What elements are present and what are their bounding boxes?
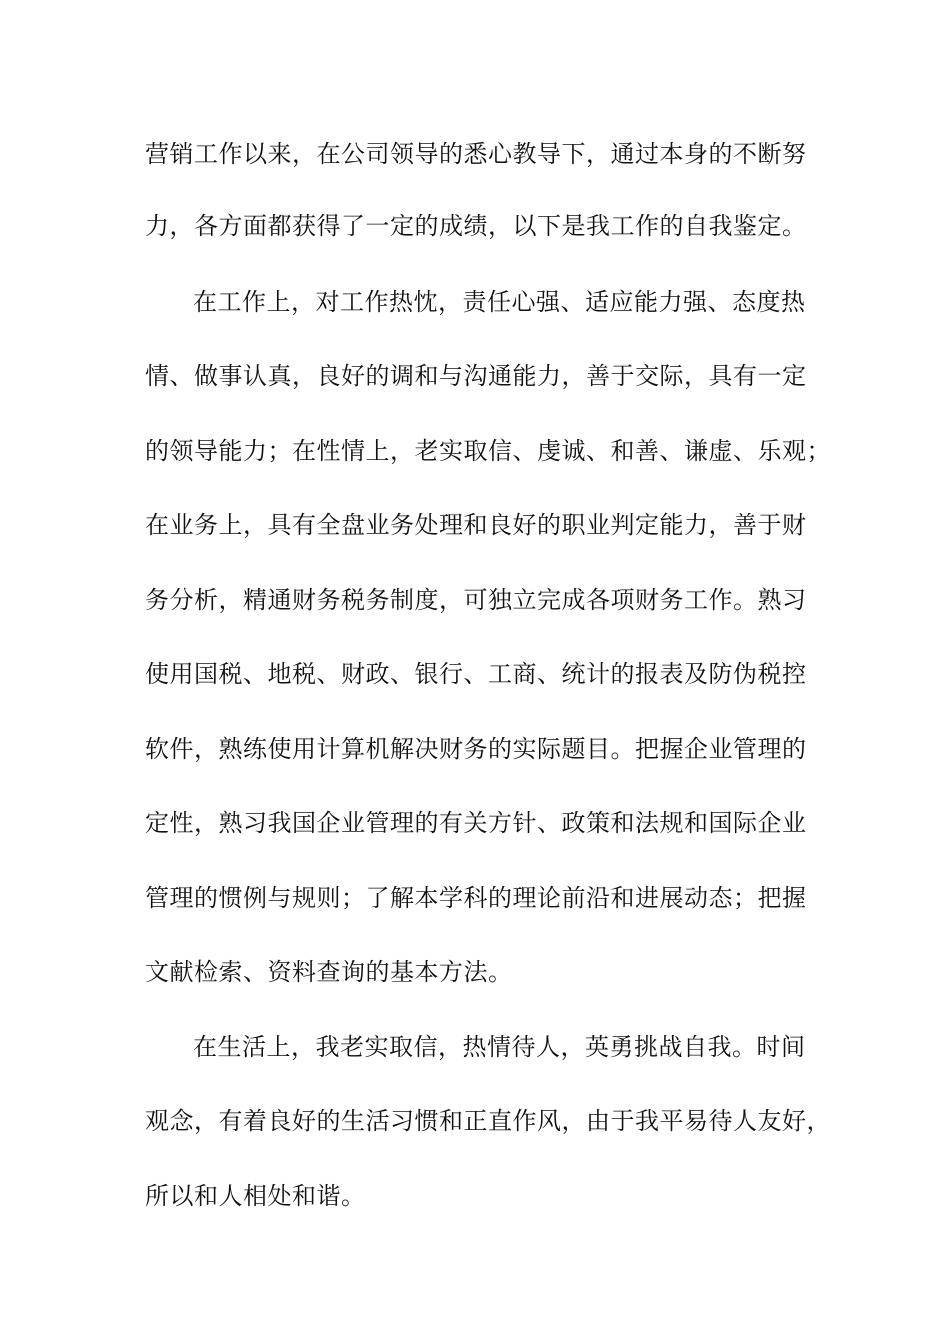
paragraph-start-line: 在生活上，我老实取信，热情待人，英勇挑战自我。时间 — [193, 1033, 806, 1061]
paragraph-start-line: 在工作上，对工作热忱，责任心强、适应能力强、态度热 — [193, 288, 806, 316]
text-line: 的领导能力；在性情上，老实取信、虔诚、和善、谦虚、乐观； — [145, 437, 831, 465]
text-line: 文献检索、资料查询的基本方法。 — [145, 958, 513, 986]
text-line: 定性，熟习我国企业管理的有关方针、政策和法规和国际企业 — [145, 809, 807, 837]
text-line: 所以和人相处和谐。 — [145, 1182, 366, 1210]
text-line: 管理的惯例与规则；了解本学科的理论前沿和进展动态；把握 — [145, 884, 807, 912]
text-line: 在业务上，具有全盘业务处理和良好的职业判定能力，善于财 — [145, 511, 807, 539]
text-line: 情、做事认真，良好的调和与沟通能力，善于交际，具有一定 — [145, 362, 807, 390]
text-line: 软件，熟练使用计算机解决财务的实际题目。把握企业管理的 — [145, 735, 807, 763]
text-line: 使用国税、地税、财政、银行、工商、统计的报表及防伪税控 — [145, 660, 807, 688]
text-line: 力，各方面都获得了一定的成绩，以下是我工作的自我鉴定。 — [145, 212, 807, 240]
text-line: 观念，有着良好的生活习惯和正直作风，由于我平易待人友好， — [145, 1107, 831, 1135]
text-line: 务分析，精通财务税务制度，可独立完成各项财务工作。熟习 — [145, 586, 807, 614]
text-line: 营销工作以来，在公司领导的悉心教导下，通过本身的不断努 — [145, 140, 807, 168]
